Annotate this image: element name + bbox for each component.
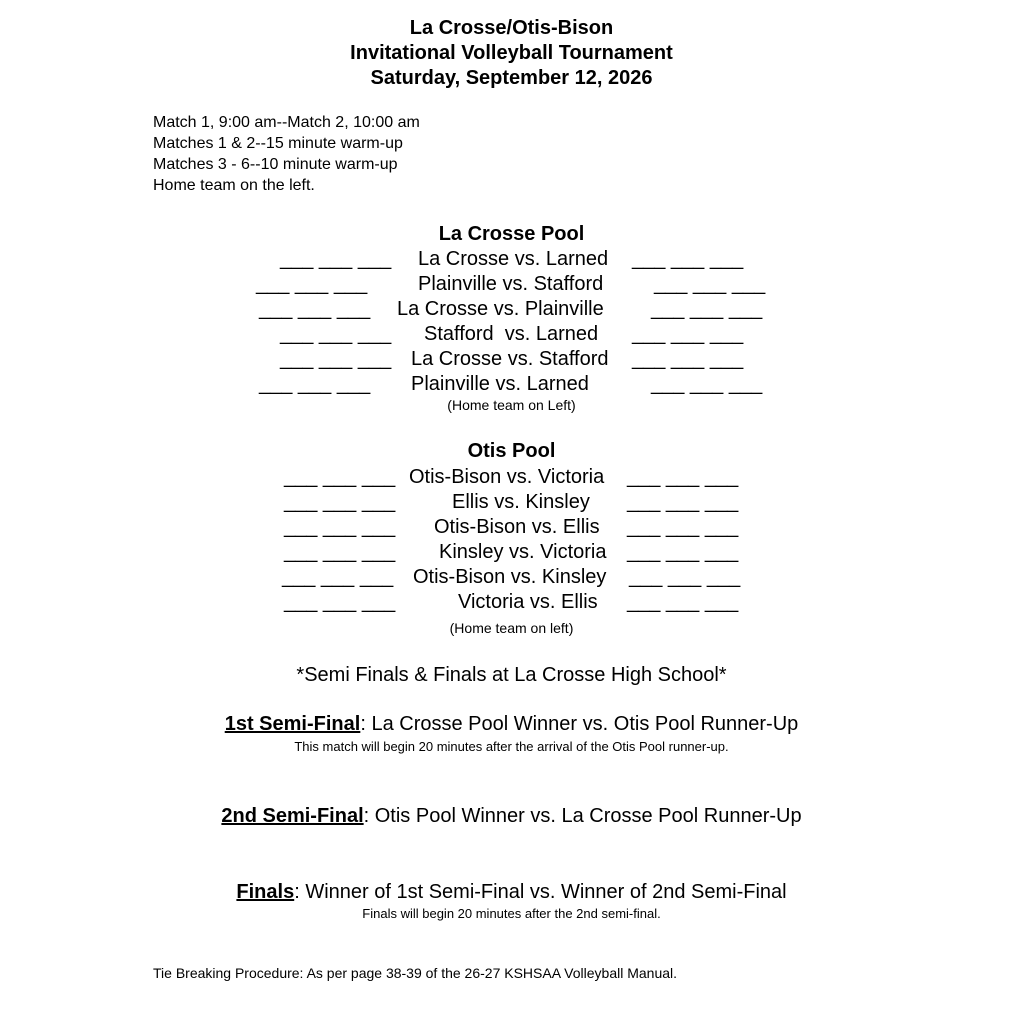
score-blanks-left: ___ ___ ___ bbox=[259, 373, 371, 395]
score-blanks-left: ___ ___ ___ bbox=[284, 491, 396, 513]
finals-label: Finals bbox=[236, 881, 295, 903]
score-blanks-right: ___ ___ ___ bbox=[632, 323, 744, 345]
score-blanks-left: ___ ___ ___ bbox=[282, 566, 394, 588]
score-blanks-right: ___ ___ ___ bbox=[632, 348, 744, 370]
score-blanks-right: ___ ___ ___ bbox=[627, 591, 739, 613]
otis-pool-title: Otis Pool bbox=[467, 440, 556, 462]
semi-final-1-note: This match will begin 20 minutes after the arrival of the Otis Pool runner-up. bbox=[294, 739, 729, 754]
lacrosse-match-1: La Crosse vs. Larned bbox=[418, 248, 609, 270]
note-2: Matches 1 & 2--15 minute warm-up bbox=[153, 135, 403, 152]
finals bbox=[0, 881, 1023, 904]
finals-text: : Winner of 1st Semi-Final vs. Winner of 2nd Semi-Final bbox=[294, 881, 787, 903]
semi-final-2 bbox=[0, 805, 1023, 828]
score-blanks-right: ___ ___ ___ bbox=[651, 298, 763, 320]
score-blanks-left: ___ ___ ___ bbox=[259, 298, 371, 320]
score-blanks-left: ___ ___ ___ bbox=[280, 248, 392, 270]
score-blanks-right: ___ ___ ___ bbox=[627, 541, 739, 563]
semi-final-1 bbox=[0, 713, 1023, 736]
otis-match-3: Otis-Bison vs. Ellis bbox=[434, 516, 600, 538]
score-blanks-right: ___ ___ ___ bbox=[629, 566, 741, 588]
score-blanks-left: ___ ___ ___ bbox=[284, 516, 396, 538]
title-line-3: Saturday, September 12, 2026 bbox=[370, 67, 653, 89]
score-blanks-right: ___ ___ ___ bbox=[627, 466, 739, 488]
title-line-1: La Crosse/Otis-Bison bbox=[409, 17, 614, 39]
otis-match-4: Kinsley vs. Victoria bbox=[439, 541, 607, 563]
note-3: Matches 3 - 6--10 minute warm-up bbox=[153, 156, 398, 173]
semi-final-1-text: : La Crosse Pool Winner vs. Otis Pool Runner-Up bbox=[360, 713, 799, 735]
score-blanks-left: ___ ___ ___ bbox=[284, 591, 396, 613]
note-4: Home team on the left. bbox=[153, 177, 315, 194]
semi-final-2-text: : Otis Pool Winner vs. La Crosse Pool Runner-Up bbox=[363, 805, 802, 827]
semi-final-1-label: 1st Semi-Final bbox=[224, 713, 361, 735]
lacrosse-home-note: (Home team on Left) bbox=[447, 397, 576, 413]
otis-match-6: Victoria vs. Ellis bbox=[458, 591, 598, 613]
semis-location: *Semi Finals & Finals at La Crosse High School* bbox=[296, 664, 727, 686]
score-blanks-right: ___ ___ ___ bbox=[651, 373, 763, 395]
otis-match-2: Ellis vs. Kinsley bbox=[452, 491, 590, 513]
lacrosse-match-5: La Crosse vs. Stafford bbox=[411, 348, 609, 370]
semi-final-2-label: 2nd Semi-Final bbox=[221, 805, 364, 827]
lacrosse-pool-title: La Crosse Pool bbox=[438, 223, 585, 245]
score-blanks-left: ___ ___ ___ bbox=[284, 541, 396, 563]
lacrosse-match-6: Plainville vs. Larned bbox=[411, 373, 589, 395]
finals-note: Finals will begin 20 minutes after the 2nd semi-final. bbox=[362, 906, 661, 921]
otis-home-note: (Home team on left) bbox=[449, 620, 574, 636]
score-blanks-right: ___ ___ ___ bbox=[627, 516, 739, 538]
score-blanks-left: ___ ___ ___ bbox=[256, 273, 368, 295]
otis-match-1: Otis-Bison vs. Victoria bbox=[409, 466, 605, 488]
score-blanks-right: ___ ___ ___ bbox=[632, 248, 744, 270]
otis-match-5: Otis-Bison vs. Kinsley bbox=[413, 566, 607, 588]
score-blanks-right: ___ ___ ___ bbox=[627, 491, 739, 513]
tie-breaking-procedure: Tie Breaking Procedure: As per page 38-39 of the 26-27 KSHSAA Volleyball Manual. bbox=[153, 965, 678, 981]
lacrosse-match-2: Plainville vs. Stafford bbox=[418, 273, 604, 295]
score-blanks-left: ___ ___ ___ bbox=[280, 348, 392, 370]
note-1: Match 1, 9:00 am--Match 2, 10:00 am bbox=[153, 114, 420, 131]
score-blanks-right: ___ ___ ___ bbox=[654, 273, 766, 295]
title-line-2: Invitational Volleyball Tournament bbox=[350, 42, 673, 64]
score-blanks-left: ___ ___ ___ bbox=[280, 323, 392, 345]
lacrosse-match-4: Stafford vs. Larned bbox=[424, 323, 599, 345]
lacrosse-match-3: La Crosse vs. Plainville bbox=[397, 298, 604, 320]
score-blanks-left: ___ ___ ___ bbox=[284, 466, 396, 488]
